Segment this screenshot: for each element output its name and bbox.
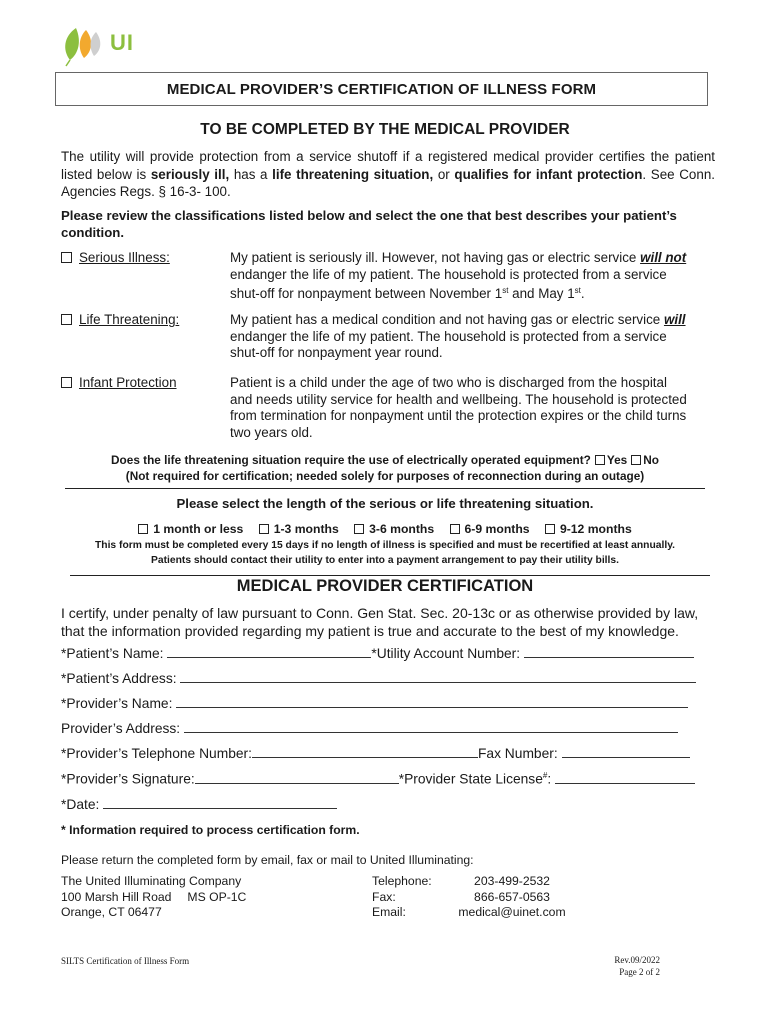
revision: Rev.09/2022: [614, 955, 660, 965]
subtitle: TO BE COMPLETED BY THE MEDICAL PROVIDER: [200, 121, 570, 138]
length-1-checkbox: [138, 524, 148, 534]
certification-title: MEDICAL PROVIDER CERTIFICATION: [236, 577, 534, 595]
email-link[interactable]: medical@uinet.com: [458, 905, 566, 919]
logo-text: UI: [110, 30, 134, 55]
return-note: Please return the completed form by email, fax or mail to United Illuminating:: [61, 853, 474, 867]
length-question: Please select the length of the serious or life threatening situation.: [176, 496, 594, 511]
review-instruction: Please review the classifications listed below and select the one that best describes your patient’s condition.: [61, 208, 677, 240]
length-2-checkbox: [259, 524, 269, 534]
provider-name-field[interactable]: *Provider’s Name:: [61, 696, 688, 711]
contact-values: [452, 874, 572, 921]
life-threatening-checkbox[interactable]: [61, 314, 72, 325]
intro-paragraph: The utility will provide protection from a service shutoff if a registered medical provider certifies the patient listed below is seriously ill, has a life threatening situation, or qualifies for infant protection. See Conn. Agencies Regs. § 16-3- 100.: [61, 149, 715, 199]
length-4-checkbox: [450, 524, 460, 534]
footer-page-info: [600, 954, 660, 978]
serious-illness-checkbox[interactable]: [61, 252, 72, 263]
infant-protection-description: Patient is a child under the age of two who is discharged from the hospital and needs utility service for health and wellbeing. The household is protected from termination for nonpayment until the protection expires or the child turns two years old.: [230, 375, 687, 440]
life-threatening-label: Life Threatening:: [79, 312, 180, 327]
divider: [70, 575, 710, 576]
patient-name-field[interactable]: *Patient’s Name: *Utility Account Number:: [61, 646, 694, 661]
provider-signature-field[interactable]: *Provider’s Signature: *Provider State License#:: [61, 771, 695, 787]
length-5-checkbox: [545, 524, 555, 534]
form-title: MEDICAL PROVIDER’S CERTIFICATION OF ILLNESS FORM: [166, 80, 597, 98]
length-option[interactable]: 9-12 months: [545, 522, 632, 536]
recertify-note: This form must be completed every 15 days if no length of illness is specified and must be recertified at least annually.: [94, 540, 676, 551]
date-field[interactable]: *Date:: [61, 797, 337, 812]
telephone-number: 203-499-2532: [474, 874, 550, 888]
form-title-box: [55, 72, 708, 106]
certification-text: I certify, under penalty of law pursuant to Conn. Gen Stat. Sec. 20-13c or as otherwise provided by law, that the information provided regarding my patient is true and accurate to the best of my knowledge.: [61, 605, 699, 639]
equipment-yes-checkbox[interactable]: [595, 455, 605, 465]
divider: [65, 488, 705, 489]
provider-phone-field[interactable]: *Provider’s Telephone Number: Fax Number:: [61, 746, 690, 761]
mailing-address: The United Illuminating Company 100 Marsh Hill Road MS OP-1C Orange, CT 06477: [61, 874, 247, 919]
equipment-no-checkbox[interactable]: [631, 455, 641, 465]
equipment-no-label: No: [643, 453, 659, 467]
equipment-yes-label: Yes: [606, 453, 628, 467]
length-options: [0, 522, 770, 536]
life-threatening-description: My patient has a medical condition and not having gas or electric service will endanger the life of my patient. The household is protected from a service shut-off for nonpayment year round.: [230, 312, 686, 360]
length-3-checkbox: [354, 524, 364, 534]
contact-labels: Telephone: Fax: Email:: [372, 874, 432, 919]
required-note: * Information required to process certification form.: [61, 823, 360, 837]
fax-number: 866-657-0563: [474, 889, 550, 904]
infant-protection-checkbox[interactable]: [61, 377, 72, 388]
serious-illness-description: My patient is seriously ill. However, not having gas or electric service will not endanger the life of my patient. The household is protected from a service shut-off for nonpayment between November 1st and May 1st.: [230, 250, 687, 301]
equipment-note: (Not required for certification; needed solely for purposes of reconnection during an outage): [125, 469, 645, 483]
length-option[interactable]: 1 month or less: [138, 522, 243, 536]
serious-illness-label: Serious Illness:: [79, 250, 170, 265]
length-option[interactable]: 6-9 months: [450, 522, 530, 536]
page-number: Page 2 of 2: [619, 967, 660, 977]
payment-note: Patients should contact their utility to enter into a payment arrangement to pay their utility bills.: [150, 555, 620, 566]
equipment-question: Does the life threatening situation require the use of electrically operated equipment? Yes No (Not required for certification; needed solely for purposes of reconnection during an outage): [0, 452, 770, 484]
footer-form-name: SILTS Certification of Illness Form: [61, 956, 190, 966]
length-option[interactable]: 1-3 months: [259, 522, 339, 536]
provider-address-field[interactable]: Provider’s Address:: [61, 721, 678, 736]
patient-address-field[interactable]: *Patient’s Address:: [61, 671, 696, 686]
length-option[interactable]: 3-6 months: [354, 522, 434, 536]
infant-protection-label: Infant Protection: [79, 375, 177, 390]
